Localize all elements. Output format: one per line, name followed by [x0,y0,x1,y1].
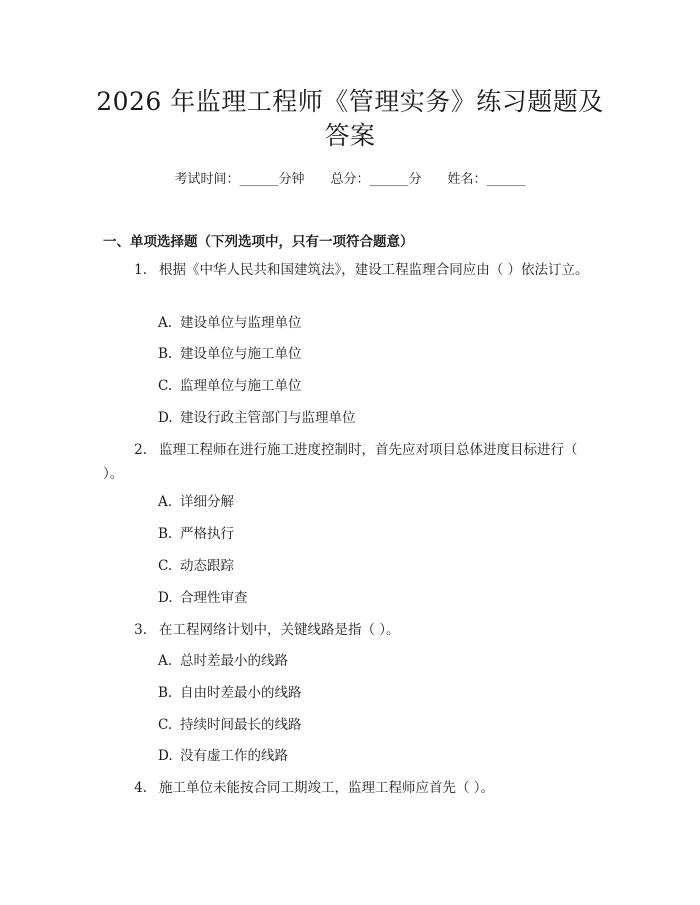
option-letter: A. [158,653,173,669]
option [158,344,302,364]
option-text: 没有虚工作的线路 [180,748,288,764]
exam-name-field: 姓名：______ [447,172,526,187]
option-letter: D. [158,590,173,606]
option [158,746,288,766]
option-letter: B. [158,526,173,542]
document-title-line-1: 2026 年监理工程师《管理实务》练习题题及 [96,87,604,116]
exam-meta [0,168,700,187]
question-1 [103,258,593,282]
section-heading: 一、单项选择题（下列选项中，只有一项符合题意） [103,234,414,250]
exam-score-field: 总分：______分 [330,172,422,187]
option [158,715,302,735]
question-stem: 施工单位未能按合同工期竣工，监理工程师应首先（ ）。 [159,780,495,796]
question-number: 4. [134,780,147,796]
option-text: 监理单位与施工单位 [180,378,302,394]
option-text: 自由时差最小的线路 [180,685,302,701]
question-number: 3. [134,622,147,638]
option-text: 建设行政主管部门与监理单位 [180,410,356,426]
question-2 [103,438,593,486]
option [158,313,302,333]
option [158,524,234,544]
option [158,651,288,671]
option-text: 详细分解 [180,494,234,510]
question-number: 2. [134,442,147,458]
option [158,588,248,608]
option [158,408,356,428]
option-letter: C. [158,378,173,394]
option [158,683,302,703]
option-letter: D. [158,748,173,764]
option-letter: A. [158,315,173,331]
option-text: 动态跟踪 [180,558,234,574]
option-letter: A. [158,494,173,510]
option-text: 建设单位与监理单位 [180,315,302,331]
option-text: 严格执行 [180,526,234,542]
option-letter: B. [158,685,173,701]
question-stem: 监理工程师在进行施工进度控制时，首先应对项目总体进度目标进行（ ）。 [103,442,578,482]
question-stem: 根据《中华人民共和国建筑法》，建设工程监理合同应由（ ）依法订立。 [159,262,589,278]
option-text: 总时差最小的线路 [180,653,288,669]
option [158,376,302,396]
option [158,492,234,512]
option-letter: C. [158,558,173,574]
exam-time-field: 考试时间：______分钟 [174,172,305,187]
document-title-line-2: 答案 [324,121,376,150]
option-text: 建设单位与施工单位 [180,346,302,362]
question-3 [103,618,593,642]
option-text: 合理性审查 [180,590,248,606]
option-text: 持续时间最长的线路 [180,717,302,733]
question-4 [103,776,593,800]
option [158,556,234,576]
option-letter: C. [158,717,173,733]
question-stem: 在工程网络计划中，关键线路是指（ ）。 [159,622,400,638]
option-letter: B. [158,346,173,362]
question-number: 1. [134,262,147,278]
option-letter: D. [158,410,173,426]
